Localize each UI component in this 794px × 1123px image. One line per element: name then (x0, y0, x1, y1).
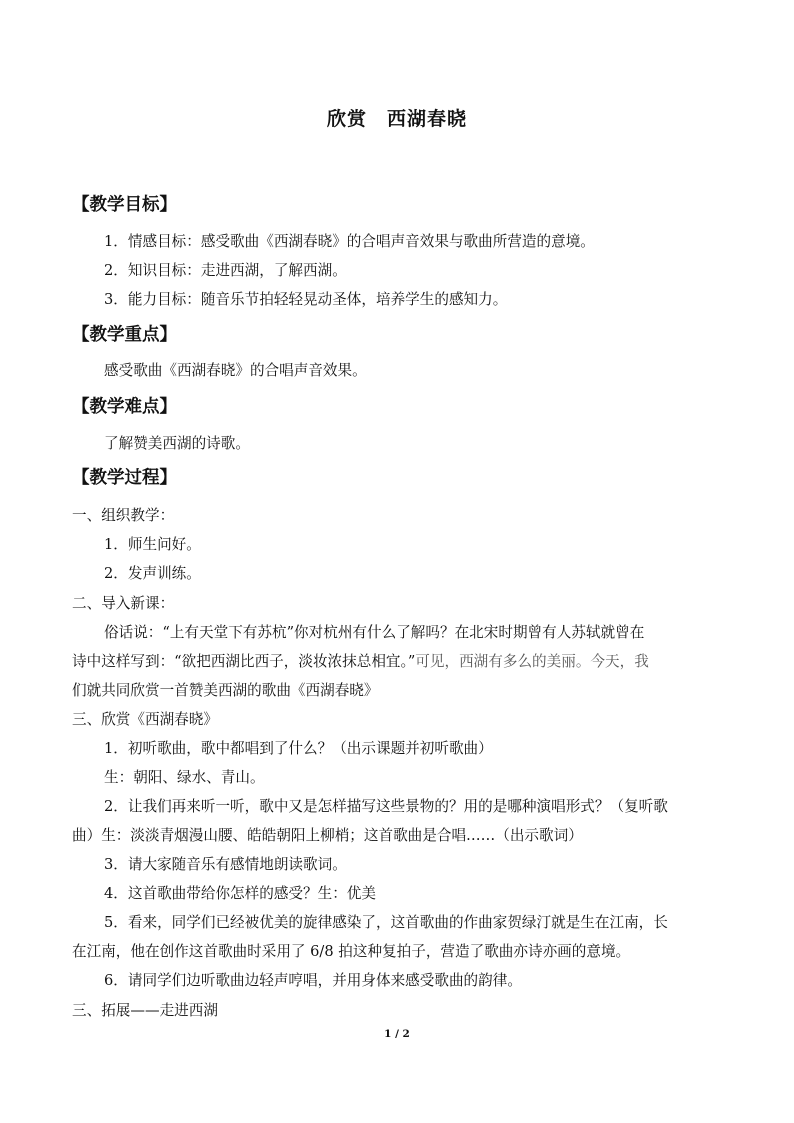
part3-line-8: 在江南，他在创作这首歌曲时采用了 6/8 拍这种复拍子，营造了歌曲亦诗亦画的意境。 (72, 943, 631, 960)
heading-difficulty: 【教学难点】 (72, 397, 177, 417)
goal-item-1: 1．情感目标：感受歌曲《西湖春晓》的合唱声音效果与歌曲所营造的意境。 (104, 233, 595, 250)
part3-title: 三、欣赏《西湖春晓》 (72, 711, 218, 728)
part3-line-7: 5．看来，同学们已经被优美的旋律感染了，这首歌曲的作曲家贺绿汀就是生在江南，长 (104, 914, 668, 931)
part3-line-6: 4．这首歌曲带给你怎样的感受？生：优美 (104, 885, 376, 902)
goal-item-2: 2．知识目标：走进西湖，了解西湖。 (104, 262, 347, 279)
page-number: 1 / 2 (384, 1028, 410, 1040)
part2-line-2b: 可见，西湖有多么的美丽。今天，我 (415, 653, 649, 670)
part4-title: 三、拓展——走进西湖 (72, 1002, 218, 1019)
part2-line-1: 俗话说：“上有天堂下有苏杭”你对杭州有什么了解吗？在北宋时期曾有人苏轼就曾在 (104, 624, 645, 641)
goal-item-3: 3．能力目标：随音乐节拍轻轻晃动圣体，培养学生的感知力。 (104, 291, 508, 308)
heading-process: 【教学过程】 (72, 468, 177, 488)
part2-line-3: 们就共同欣赏一首赞美西湖的歌曲《西湖春晓》 (72, 682, 379, 699)
part1-item-2: 2．发声训练。 (104, 565, 201, 582)
heading-goals: 【教学目标】 (72, 195, 177, 215)
focus-text: 感受歌曲《西湖春晓》的合唱声音效果。 (104, 362, 367, 379)
part2-line-2a: 诗中这样写到：“欲把西湖比西子，淡妆浓抹总相宜。” (72, 653, 416, 670)
heading-focus: 【教学重点】 (72, 325, 177, 345)
part3-line-5: 3．请大家随音乐有感情地朗读歌词。 (104, 856, 347, 873)
part2-title: 二、导入新课： (72, 595, 175, 612)
part3-line-2: 生：朝阳、绿水、青山。 (104, 769, 265, 786)
part1-item-1: 1．师生问好。 (104, 536, 201, 553)
difficulty-text: 了解赞美西湖的诗歌。 (104, 435, 250, 452)
page-title: 欣赏 西湖春晓 (326, 108, 467, 130)
part3-line-3: 2．让我们再来听一听，歌中又是怎样描写这些景物的？用的是哪种演唱形式？（复听歌 (104, 798, 668, 815)
part3-line-9: 6．请同学们边听歌曲边轻声哼唱，并用身体来感受歌曲的韵律。 (104, 972, 522, 989)
part3-line-4: 曲）生：淡淡青烟漫山腰、皓皓朝阳上柳梢；这首歌曲是合唱……（出示歌词） (72, 827, 583, 844)
part3-line-1: 1．初听歌曲，歌中都唱到了什么？（出示课题并初听歌曲） (104, 740, 493, 757)
part1-title: 一、组织教学： (72, 507, 175, 524)
part2-line-2 (72, 652, 649, 672)
